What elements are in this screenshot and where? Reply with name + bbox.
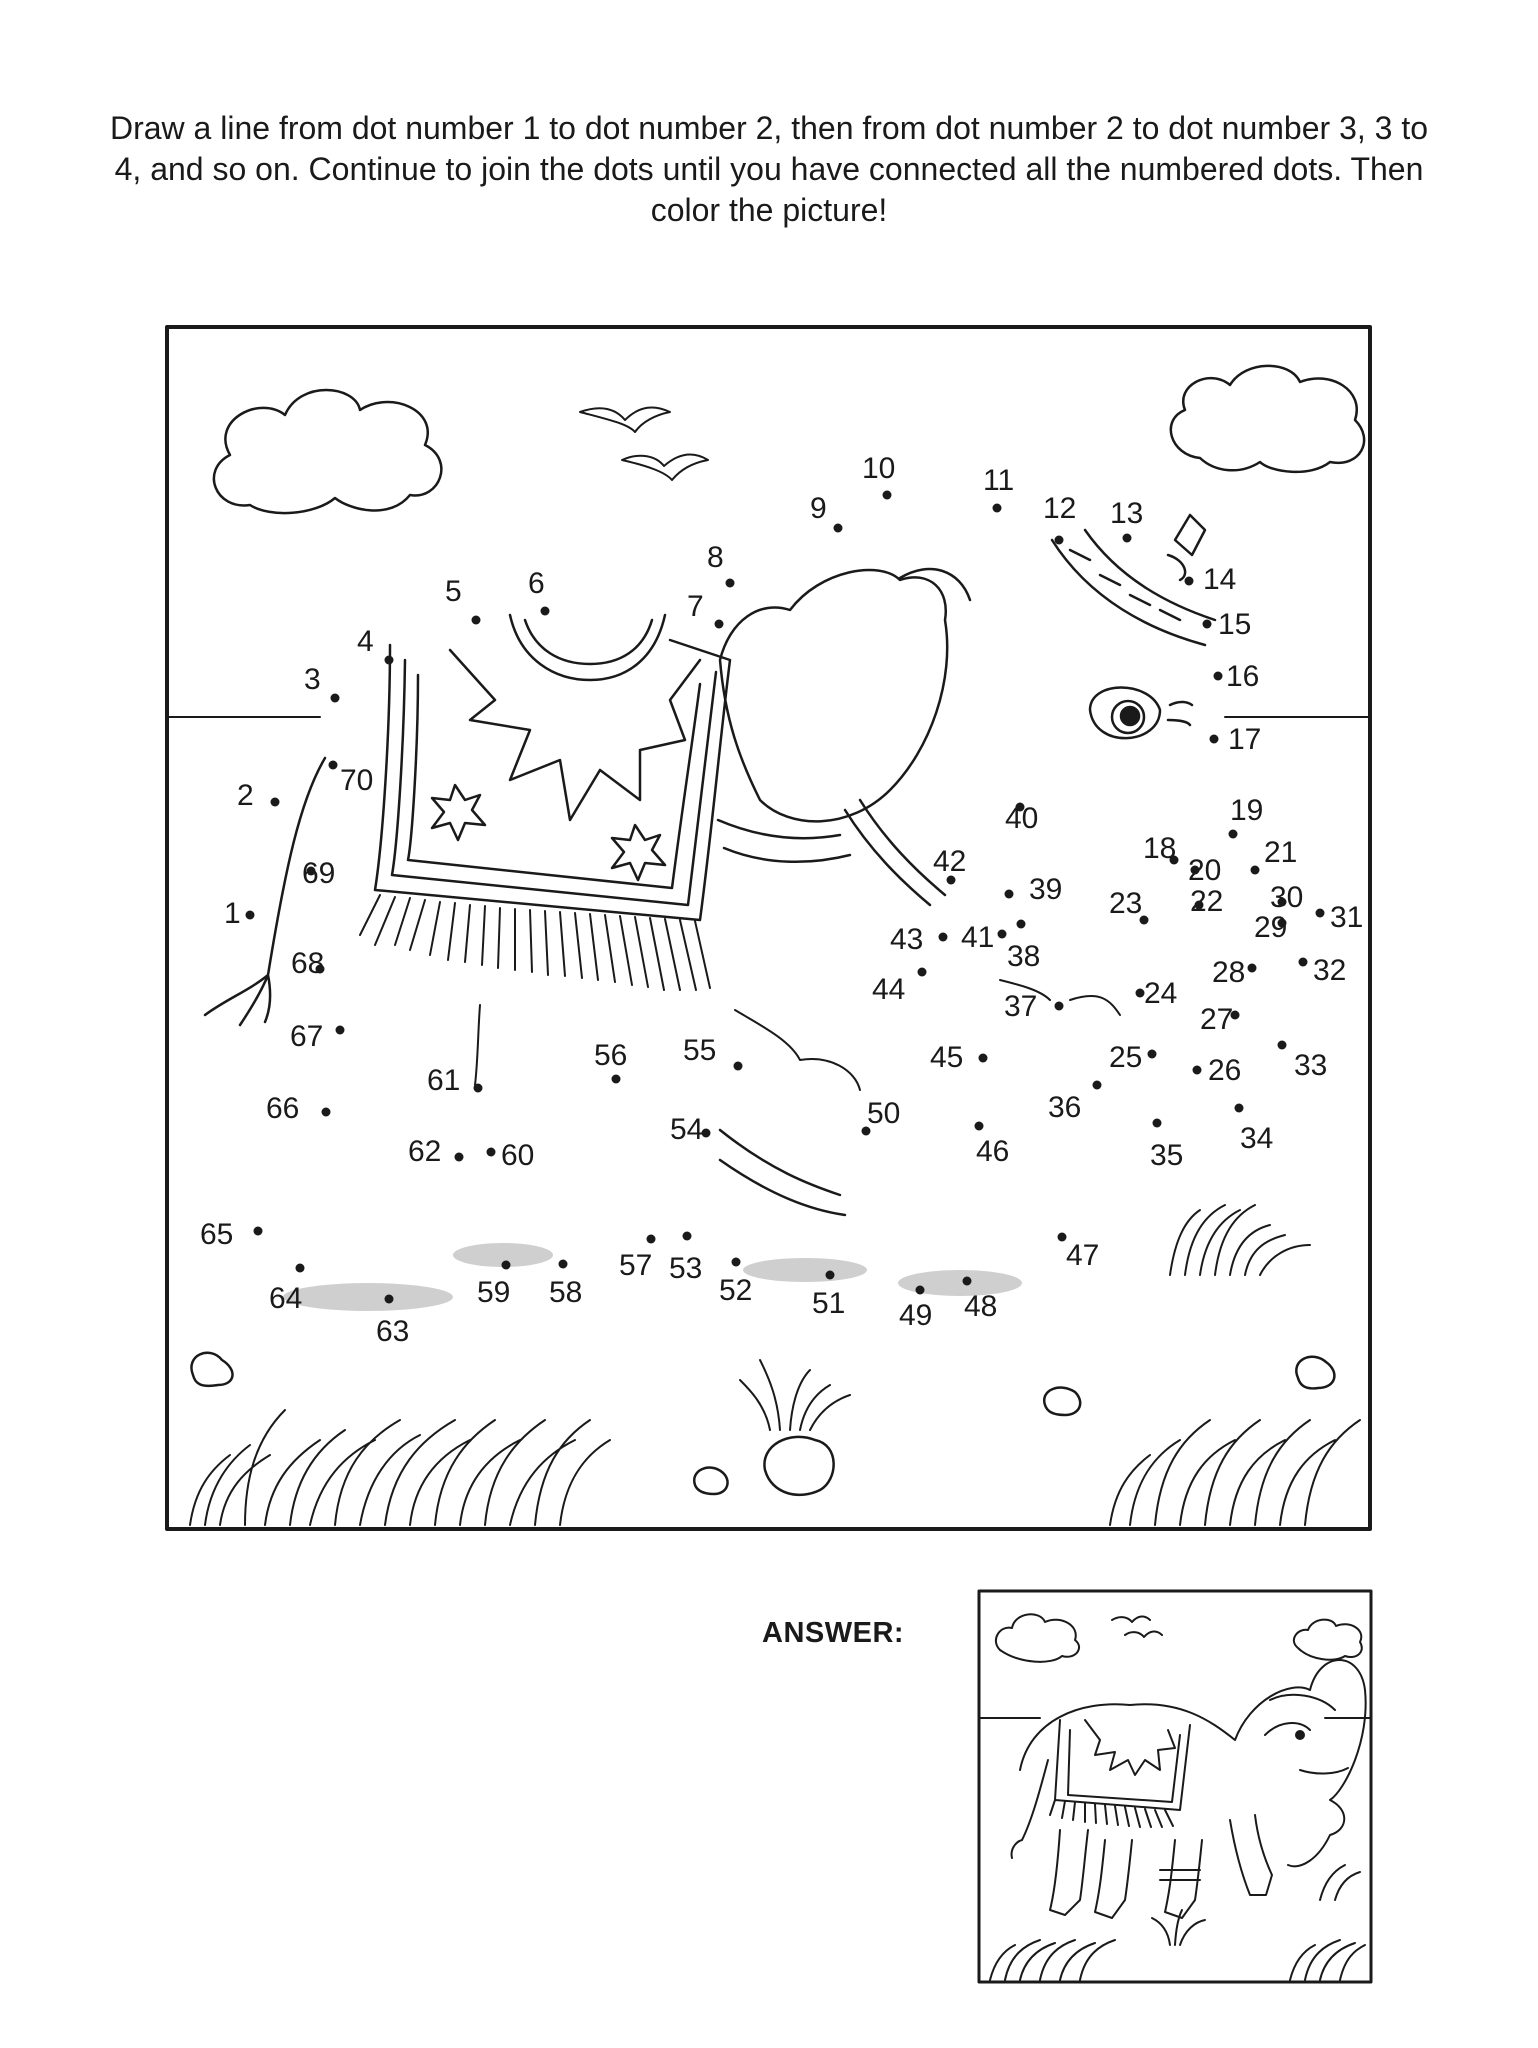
dot-label-10: 10: [862, 452, 896, 485]
dot-label-14: 14: [1203, 563, 1237, 596]
dot-label-66: 66: [266, 1092, 300, 1125]
dot-label-18: 18: [1143, 832, 1177, 865]
dot-label-40: 40: [1005, 802, 1039, 835]
dot-label-54: 54: [670, 1113, 704, 1146]
dot-label-12: 12: [1043, 492, 1077, 525]
dot-label-43: 43: [890, 923, 924, 956]
dot-label-58: 58: [549, 1276, 583, 1309]
dot-label-1: 1: [224, 897, 241, 930]
answer-bird-icon: [1112, 1616, 1162, 1637]
dot-label-29: 29: [1254, 911, 1288, 944]
dot-label-44: 44: [872, 973, 906, 1006]
dot-label-52: 52: [719, 1274, 753, 1307]
dot-label-21: 21: [1264, 836, 1298, 869]
dot-label-11: 11: [983, 464, 1015, 497]
dot-label-34: 34: [1240, 1122, 1274, 1155]
dot-label-23: 23: [1109, 887, 1143, 920]
dot-label-39: 39: [1029, 873, 1063, 906]
dot-label-16: 16: [1226, 660, 1260, 693]
dot-label-67: 67: [290, 1020, 324, 1053]
dot-label-36: 36: [1048, 1091, 1082, 1124]
dot-label-65: 65: [200, 1218, 234, 1251]
dot-label-28: 28: [1212, 956, 1246, 989]
dot-label-62: 62: [408, 1135, 442, 1168]
dot-label-56: 56: [594, 1039, 628, 1072]
dot-label-57: 57: [619, 1249, 653, 1282]
instructions-text: Draw a line from dot number 1 to dot number 2, then from dot number 2 to dot number 3, 3 to 4, and so on. Continue to join the dots until you have connected all the numbered dots. Then color the picture!: [109, 110, 1429, 228]
dot-label-47: 47: [1066, 1239, 1100, 1272]
dot-label-17: 17: [1228, 723, 1262, 756]
answer-cloud-left-icon: [996, 1614, 1079, 1662]
dot-label-6: 6: [528, 567, 545, 600]
dot-label-38: 38: [1007, 940, 1041, 973]
dot-label-31: 31: [1330, 901, 1364, 934]
dot-label-49: 49: [899, 1299, 933, 1332]
dot-label-26: 26: [1208, 1054, 1242, 1087]
dot-label-33: 33: [1294, 1049, 1328, 1082]
dot-label-30: 30: [1270, 881, 1304, 914]
dot-label-41: 41: [961, 921, 995, 954]
answer-cloud-right-icon: [1294, 1620, 1362, 1660]
answer-label: ANSWER:: [762, 1617, 905, 1649]
dot-label-51: 51: [812, 1287, 846, 1320]
answer-frame: [979, 1591, 1371, 1982]
dot-label-37: 37: [1004, 990, 1038, 1023]
dot-label-13: 13: [1110, 497, 1144, 530]
dot-label-22: 22: [1190, 885, 1224, 918]
dot-label-3: 3: [304, 663, 321, 696]
answer-grass: [990, 1865, 1365, 1980]
dot-label-7: 7: [687, 590, 704, 623]
dot-label-5: 5: [445, 575, 462, 608]
answer-elephant: [1012, 1660, 1366, 1918]
dot-label-70: 70: [340, 764, 374, 797]
dot-label-68: 68: [291, 947, 325, 980]
dot-label-19: 19: [1230, 794, 1264, 827]
dot-label-59: 59: [477, 1276, 511, 1309]
dot-label-24: 24: [1144, 977, 1178, 1010]
dot-label-35: 35: [1150, 1139, 1184, 1172]
dot-label-9: 9: [810, 492, 827, 525]
dot-label-60: 60: [501, 1139, 535, 1172]
dot-label-48: 48: [964, 1290, 998, 1323]
dot-label-4: 4: [357, 625, 374, 658]
dot-label-25: 25: [1109, 1041, 1143, 1074]
dot-label-55: 55: [683, 1034, 717, 1067]
dot-label-45: 45: [930, 1041, 964, 1074]
dot-label-32: 32: [1313, 954, 1347, 987]
dot-label-53: 53: [669, 1252, 703, 1285]
dot-label-20: 20: [1188, 854, 1222, 887]
dot-label-8: 8: [707, 541, 724, 574]
dot-label-27: 27: [1200, 1003, 1234, 1036]
dot-label-46: 46: [976, 1135, 1010, 1168]
dot-label-61: 61: [427, 1064, 461, 1097]
dot-label-64: 64: [269, 1282, 303, 1315]
dot-label-42: 42: [933, 845, 967, 878]
dot-label-2: 2: [237, 779, 254, 812]
dot-label-69: 69: [302, 857, 336, 890]
dot-label-63: 63: [376, 1315, 410, 1348]
dot-label-50: 50: [867, 1097, 901, 1130]
dot-label-15: 15: [1218, 608, 1252, 641]
